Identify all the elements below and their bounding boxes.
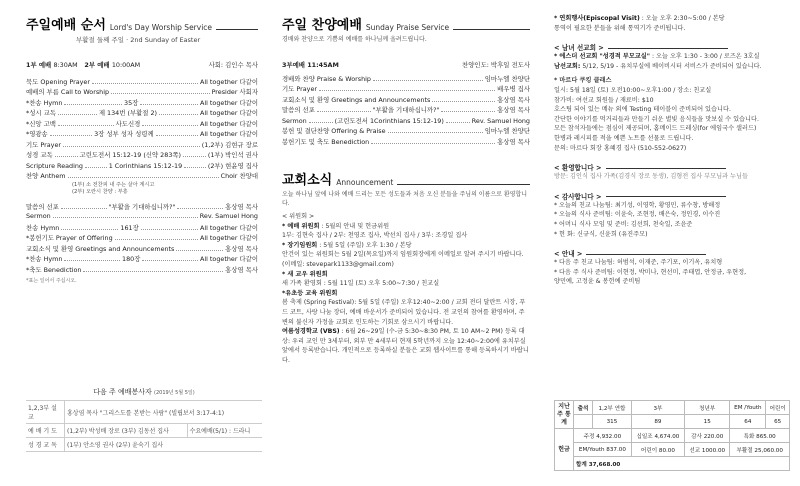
leader-dots [319, 85, 495, 91]
leader-dots [142, 120, 198, 126]
announcement-title: 교회소식 Announcement [282, 169, 530, 188]
leader-dots [115, 234, 198, 240]
order-label: 예배의 부름 Call to Worship [26, 88, 110, 96]
thanks-list [554, 201, 790, 239]
mission-body: : 오늘 오후 1:30 - 3:00 / 로즈온 3호실 [651, 53, 760, 61]
order-person: (2부) 현윤영 집사 [207, 161, 259, 170]
order-row [26, 212, 258, 223]
praise-person: 임마누엘 찬양단 [484, 74, 530, 83]
praise-detail: (고린도전서 1Corinthians 15:12-19) [334, 116, 444, 125]
mission-list [554, 52, 790, 71]
order-row [26, 119, 258, 130]
announcement [282, 241, 530, 251]
cooking-line: 참가비: 여선교 회원들 / 재료비: $10 [554, 96, 654, 104]
order-label: 찬양 Anthem [26, 172, 66, 180]
order-label: 말씀의 선포 [26, 202, 59, 211]
praise-label: 봉헌기도 및 축도 Benediction [282, 137, 370, 146]
welcome-heading: < 환영합니다 > [554, 162, 790, 172]
order-label: 기도 Prayer [26, 140, 62, 149]
leader-dots [50, 130, 92, 136]
order-row [26, 87, 258, 98]
praise-time: 3부예배 11:45AM 찬양인도: 박후일 전도사 [282, 61, 530, 69]
praise-label: 봉헌 및 결단찬양 Offering & Praise [282, 127, 386, 135]
cooking-line: 호스팅 되어 있는 메뉴 외에 Testing 테이블이 준비되어 있습니다. [554, 106, 731, 114]
order-person: All together 다같이 [199, 223, 258, 232]
leader-dots [388, 127, 483, 133]
leader-dots [184, 162, 206, 168]
praise-person: 배우병 집사 [497, 85, 530, 93]
worship-title: 주일예배 순서 Lord's Day Worship Service [26, 14, 258, 33]
leader-dots [176, 245, 223, 251]
cooking-line: 일시: 5월 18일 (토) 오전10:00~오후1:00 / 장소: 친교실 [554, 86, 712, 94]
order-row [26, 244, 258, 255]
leader-dots [142, 255, 198, 261]
announcement-blocks [282, 222, 530, 366]
leader-dots [58, 120, 114, 126]
order-detail: 180장 [122, 255, 141, 263]
order-label: *신앙 고백 [26, 119, 56, 128]
leader-dots [63, 141, 200, 147]
announcement-body: : 5월 5일 (주일) 오후 1:30 / 본당 [319, 241, 412, 249]
praise-order-list [282, 74, 530, 148]
announcement [282, 270, 530, 280]
notice-heading: < 안내 > [554, 248, 790, 258]
order-detail: 제 134번 (부활절 2) [98, 109, 158, 117]
announcement [282, 279, 530, 289]
order-person: All together 다같이 [199, 109, 259, 117]
order-person: (1부) 박인석 권사 [207, 151, 259, 159]
order-row [26, 171, 258, 182]
leader-dots [446, 117, 470, 123]
leader-dots [61, 224, 118, 230]
announcement-body: 안건이 있는 위원회는 5월 2일(목요일)까지 임원회장에게 이메일로 알려 주시기 바랍니다. (이메일: stevepark1133@gmail.com) [282, 251, 524, 268]
leader-dots [64, 255, 120, 261]
leader-dots [64, 99, 122, 105]
leader-dots [371, 138, 495, 144]
praise-row [282, 95, 530, 106]
cooking-line: 모든 참석자들에는 점심이 제공되며, 홈메이드 드레싱(for 에임국수 샐러드) [554, 125, 757, 133]
thanks-heading: < 감사합니다 > [554, 191, 790, 201]
announcement-body: 새 가족 환영회 : 5월 11일 (토) 오후 5:00~7:30 / 친교실 [282, 280, 440, 288]
leader-dots [111, 88, 210, 94]
cooking-line: 한병과 레시피를 적을 예쁜 노트를 선물로 드립니다. [554, 134, 694, 142]
order-detail: 35장 [124, 98, 139, 107]
order-person: All together 다같이 [199, 130, 259, 138]
praise-label: 경배와 찬양 Praise & Worship [282, 74, 371, 83]
visit [554, 14, 790, 24]
worship-order-column [0, 0, 268, 486]
order-label: Scripture Reading [26, 161, 83, 170]
praise-person: 홍상염 목사 [497, 95, 530, 104]
leader-dots [55, 151, 78, 157]
order-row [26, 202, 258, 213]
order-label: *성시 교독 [26, 109, 56, 117]
order-label: *봉헌기도 Prayer of Offering [26, 234, 113, 242]
order-detail: 사도신경 [115, 119, 141, 128]
order-person: Choir 찬양대 [220, 172, 258, 180]
order-person: (1,2부) 김현규 장로 [201, 140, 258, 149]
leader-dots [68, 172, 219, 178]
leader-dots [61, 203, 107, 209]
visit [554, 24, 790, 34]
mission-title: * 에스더 선교회 "성경적 부모교실" [554, 53, 651, 61]
order-row [26, 233, 258, 244]
announcement [282, 250, 530, 269]
order-row [26, 150, 258, 161]
praise-row [282, 74, 530, 85]
praise-label: 기도 Prayer [282, 85, 318, 93]
anthem-line: (2부) 오란시 찬양 : 부흥 [72, 188, 128, 195]
next-week-servers: 다음 주 예배봉사자 (2019년 5월 5일) 1,2,3부 설교 홍상염 목사 "그리스도를 본받는 사람" (빌립보서 3:17-4:1) 예 배 기 도 (1,2부) 박성배 장로 (3부) 김동선 집사 수요예배(5/1) : 드라니 성 경 교 독 (1부) 안소영 권사 (2부) 윤숙기 집사 [26, 387, 262, 452]
praise-row [282, 84, 530, 95]
cooking-list [554, 86, 790, 153]
order-row [26, 108, 258, 119]
leader-dots [309, 117, 333, 123]
notice-list [554, 258, 790, 287]
order-label: *찬송 Hymn [26, 255, 63, 263]
announcement-title: * 새 교우 위원회 [282, 270, 328, 278]
notice-line: 양민예, 고정윤 & 봉헌예 준비팀 [554, 278, 641, 286]
leader-dots [177, 203, 223, 209]
thanks-line: * 오늘의 친교 나눔팀: 최기성, 이영학, 황영민, 류수창, 방해정 [554, 201, 721, 209]
order-person: 홍상염 목사 [225, 244, 258, 253]
leader-dots [85, 162, 107, 168]
order-row [26, 161, 258, 172]
leader-dots [373, 75, 483, 81]
praise-label: 교회소식 및 환영 Greetings and Announcements [282, 95, 431, 104]
praise-detail: "부활을 기대하십니까?" [372, 106, 440, 114]
praise-row [282, 126, 530, 137]
leader-dots [441, 106, 495, 112]
notice-line: * 다음 주 식사 준비팀: 이현정, 박미나, 현선미, 주태엽, 안정금, 우현정, [554, 268, 747, 276]
order-label: 성경 교독 [26, 151, 53, 159]
announcement-title: 여름성경학교 (VBS) [282, 328, 340, 336]
order-label: Sermon [26, 212, 51, 220]
announcement [282, 298, 530, 327]
cooking-heading: * 마르다 쿠킹 클래스 [554, 77, 612, 85]
order-row [26, 254, 258, 265]
order-detail: "부활을 기대하십니까?" [108, 202, 176, 211]
announcement [282, 289, 530, 299]
announcement-body: : 6월 26~29일 (수-금 5:30~8:30 PM, 토 10 AM~2 PM) 등록 대상: 우리 교인 만 3세부터, 외부 만 4세부터 현재 5학년까지 오늘 12:40~2:00에 유치부실 앞에서 등록받습니다. 개인적으로 등록하실 분들은 교회 웹사이트를 통해 등록하시기 바랍니다. [282, 328, 529, 364]
offering-table: 지난 주 통계 출석 1,2부 연합 3부 청년부 EM /Youth 어린이 315 89 15 64 65 헌금 주정 4,932.00 십일조 4,674.00 감사 220.00 특화 865.00 EM/Youth 837.00 어린이 80.00 선교 1000.00 부활절 25,060.00 합계 37,668.00 [554, 400, 790, 471]
mission-heading: < 남녀 선교회 > [554, 42, 790, 52]
visit-title: * 연회행사(Episcopal Visit) [554, 15, 640, 22]
worship-order-list [26, 77, 258, 276]
announcement-body: 1부: 김현숙 집사 / 2부: 천영조 집사, 박선치 집사 / 3부: 조경일 집사 [282, 232, 468, 240]
praise-service-column [268, 0, 540, 486]
praise-intro: 경배와 찬양으로 기쁨의 예배를 하나님께 올려드립니다. [282, 36, 427, 43]
praise-row [282, 105, 530, 116]
order-row [26, 265, 258, 276]
leader-dots [58, 109, 97, 115]
thanks-line: * 헌 화: 신규식, 신윤희 (유진주모) [554, 230, 648, 238]
order-person: Rev. Samuel Hong [199, 212, 258, 220]
leader-dots [156, 130, 198, 136]
leader-dots [140, 99, 198, 105]
order-label: *영광송 [26, 130, 48, 138]
order-person: All together 다같이 [199, 255, 258, 263]
order-person: 홍상염 목사 [225, 265, 258, 274]
order-label: 찬송 Hymn [26, 223, 60, 232]
anthem-line: (1부) 소 전찬피 내 주는 살아 계시고 [72, 181, 155, 188]
announcement-title: * 장기임원회 [282, 241, 318, 249]
announcement-intro: 오늘 하나님 앞에 나와 예배 드리는 모든 성도들과 처음 오신 분들을 주님의 이름으로 환영합니다. [282, 191, 528, 207]
committee-heading: < 위원회 > [282, 213, 315, 220]
notice-line: * 다음 주 친교 나눔팀: 허범석, 이재준, 주기포, 이기옥, 유치형 [554, 259, 723, 267]
order-detail: 1 Corinthians 15:12-19 [108, 161, 183, 170]
service-times: 1부 예배 8:30AM 2부 예배 10:00AM 사회: 김인수 목사 [26, 61, 258, 69]
praise-person: Rev. Samuel Hong [471, 116, 530, 125]
leader-dots [83, 266, 223, 272]
thanks-line: * 어머니 식사 모임 및 준비: 김선희, 천숙일, 조윤준 [554, 220, 693, 228]
announcement-body: 봄 축제 (Spring Festival): 5월 5일 (주일) 오후12:40~2:00 / 교회 전더 달란트 시장, 푸드 코트, 사랑 나눔 장터, 예배 바운서가 준비되어 있습니다. 전 교인의 참여를 환영하며, 주변의 불신자 가정을 교회로 인도하는 기회로 삼으시기 바랍니다. [282, 299, 526, 326]
leader-dots [141, 224, 198, 230]
praise-row [282, 116, 530, 127]
praise-person: 홍상염 목사 [497, 137, 530, 146]
welcome-text: 방문: 김인식 집사 가족(김경식 장로 동생), 김형전 집사 부모님과 누님들 [554, 173, 748, 181]
order-person: All together 다같이 [199, 98, 258, 107]
order-row [26, 98, 258, 109]
leader-dots [92, 78, 198, 84]
order-row [26, 129, 258, 140]
order-row [26, 77, 258, 88]
order-label: *찬송 Hymn [26, 98, 63, 107]
mission [554, 62, 790, 72]
thanks-line: * 오늘의 식사 준비팀: 이윤숙, 조현정, 배은숙, 정인경, 이수진 [554, 211, 721, 219]
order-detail: 161장 [120, 223, 139, 232]
worship-subtitle: 부활절 둘째 주일 · 2nd Sunday of Easter [76, 36, 201, 44]
standing-note: *표는 일어서 주십시오. [26, 278, 77, 284]
leader-dots [183, 151, 206, 157]
order-label: 교회소식 및 환영 Greetings and Announcements [26, 244, 175, 253]
announcement [282, 327, 530, 365]
announcement [282, 222, 530, 232]
episcopal-visit [554, 14, 790, 33]
order-detail: 고린도전서 15:12-19 (신약 283쪽) [79, 151, 182, 159]
praise-person: 임마누엘 찬양단 [484, 127, 530, 135]
announcement-title: * 예배 위원회 [282, 222, 320, 230]
cooking-line: 간단한 이야기를 먹거리들과 만들기 쉬운 별빛 음식들을 맛보실 수 있습니다. [554, 115, 759, 123]
mission [554, 52, 790, 62]
order-person: All together 다같이 [199, 119, 258, 128]
praise-label: 말씀의 선포 [282, 106, 315, 114]
leader-dots [432, 96, 495, 102]
praise-person: 홍상염 목사 [497, 106, 530, 114]
mission-title: 남선교회: [554, 62, 581, 70]
order-label: 묵도 Opening Prayer [26, 77, 90, 86]
order-row [26, 223, 258, 234]
order-detail: 3장 성부 성자 성령께 [94, 130, 154, 138]
order-label: *축도 Benediction [26, 265, 82, 274]
order-row [26, 140, 258, 151]
mission-body: 5/12, 5/19 - 유치부실에 베이비시터 서비스가 준비되어 있습니다. [582, 62, 762, 70]
praise-row [282, 137, 530, 148]
announcement-body: : 5월의 안내 및 헌금위원 [321, 222, 390, 230]
leader-dots [159, 109, 198, 115]
cooking-line: 문의: 마르다 회장 홍혜경 집사 (510-552-0627) [554, 144, 687, 152]
order-person: Presider 사회자 [211, 88, 258, 96]
announcement [282, 231, 530, 241]
visit-body: : 오늘 오후 2:30~5:00 / 본당 [641, 15, 725, 22]
leader-dots [317, 106, 371, 112]
praise-label: Sermon [282, 116, 307, 125]
praise-title: 주일 찬양예배 Sunday Praise Service [282, 14, 530, 33]
visit-body: 통역이 필요한 분들을 위해 통역기가 준비됩니다. [554, 24, 686, 32]
order-person: All together 다같이 [199, 77, 258, 86]
announcement-title: *유초등 교육 위원회 [282, 289, 338, 297]
order-person: 홍상염 목사 [225, 202, 258, 211]
order-person: All together 다같이 [199, 234, 258, 242]
leader-dots [53, 212, 198, 218]
